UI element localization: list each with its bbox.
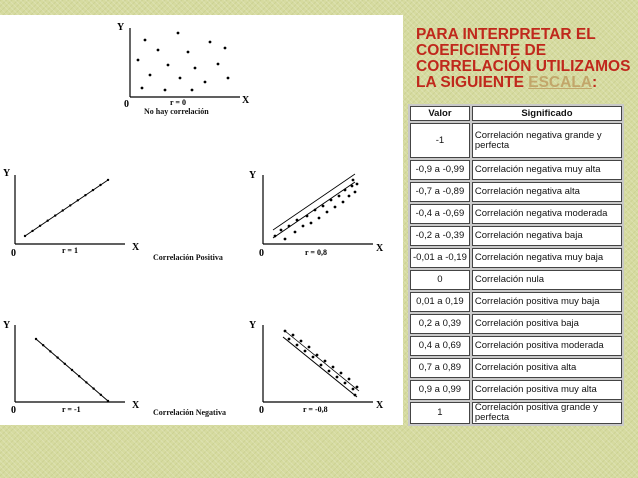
data-point	[300, 340, 303, 343]
data-point	[338, 195, 341, 198]
data-point	[316, 354, 319, 357]
data-point	[356, 386, 359, 389]
data-point	[137, 59, 140, 62]
regression-line	[283, 337, 357, 397]
data-point	[46, 220, 48, 222]
data-point	[296, 344, 299, 347]
table-row	[410, 402, 622, 424]
data-point	[292, 334, 295, 337]
data-point	[107, 400, 109, 402]
table-row	[410, 314, 622, 334]
data-point	[314, 209, 317, 212]
r-value: r = -0,8	[303, 405, 328, 414]
data-point	[352, 179, 355, 182]
data-point	[304, 350, 307, 353]
diagram-panel	[0, 15, 403, 425]
cell-significado: Correlación nula	[472, 270, 622, 290]
data-point	[296, 219, 299, 222]
cell-valor: -0,4 a -0,69	[410, 204, 470, 224]
y-axis-label: Y	[3, 168, 11, 179]
data-point	[141, 87, 144, 90]
data-point	[204, 81, 207, 84]
data-point	[302, 225, 305, 228]
cell-significado: Correlación negativa muy baja	[472, 248, 622, 268]
x-axis-label: X	[132, 400, 140, 411]
data-point	[356, 183, 359, 186]
cell-valor: 0,9 a 0,99	[410, 380, 470, 400]
data-point	[92, 189, 94, 191]
data-point	[42, 344, 44, 346]
data-point	[326, 211, 329, 214]
table-row	[410, 270, 622, 290]
x-axis-label: X	[376, 400, 384, 411]
cell-valor: -0,9 a -0,99	[410, 160, 470, 180]
r-value: r = 0	[170, 98, 186, 107]
table-header-row	[410, 106, 622, 121]
cell-valor: 0	[410, 270, 470, 290]
data-point	[69, 204, 71, 206]
cell-significado: Correlación positiva grande y perfecta	[472, 402, 622, 424]
cell-valor: -0,7 a -0,89	[410, 182, 470, 202]
data-point	[348, 195, 351, 198]
table-row	[410, 204, 622, 224]
data-point	[217, 63, 220, 66]
plot-no-correlation	[110, 20, 250, 120]
title-line-1: PARA INTERPRETAR EL	[416, 27, 596, 43]
plot-positive-perfect	[0, 160, 150, 265]
data-point	[322, 205, 325, 208]
data-point	[194, 67, 197, 70]
data-point	[344, 189, 347, 192]
data-point	[308, 346, 311, 349]
scatter-points	[137, 32, 230, 92]
page-title	[416, 27, 638, 91]
cell-valor: -1	[410, 123, 470, 158]
data-point	[354, 394, 357, 397]
data-point	[149, 74, 152, 77]
header-valor: Valor	[410, 106, 470, 121]
data-point	[310, 222, 313, 225]
cell-valor: 1	[410, 402, 470, 424]
data-point	[330, 199, 333, 202]
data-point	[191, 89, 194, 92]
plot-positive-scatter	[245, 160, 395, 265]
data-point	[39, 225, 41, 227]
cell-significado: Correlación negativa moderada	[472, 204, 622, 224]
data-point	[352, 388, 355, 391]
y-axis-label: Y	[249, 170, 257, 181]
caption-positive: Correlación Positiva	[153, 253, 223, 262]
data-point	[274, 235, 277, 238]
data-point	[280, 229, 283, 232]
r-value: r = -1	[62, 405, 81, 414]
escala-link[interactable]: ESCALA	[528, 74, 592, 91]
x-axis-label: X	[132, 242, 140, 253]
origin-label: 0	[259, 405, 264, 416]
data-point	[85, 381, 87, 383]
data-point	[187, 51, 190, 54]
title-line-2: COEFICIENTE DE	[416, 42, 547, 59]
cell-valor: 0,4 a 0,69	[410, 336, 470, 356]
cell-significado: Correlación positiva alta	[472, 358, 622, 378]
r-value: r = 1	[62, 246, 78, 255]
data-point	[100, 394, 102, 396]
data-point	[224, 47, 227, 50]
data-point	[177, 32, 180, 35]
data-point	[324, 360, 327, 363]
data-point	[179, 77, 182, 80]
title-line-3: CORRELACIÓN UTILIZAMOS	[416, 58, 631, 75]
data-point	[312, 356, 315, 359]
table-row	[410, 380, 622, 400]
table-row	[410, 358, 622, 378]
data-point	[92, 387, 94, 389]
x-axis-label: X	[242, 95, 250, 106]
data-point	[78, 375, 80, 377]
title-line-4-prefix: LA SIGUIENTE	[416, 74, 529, 91]
origin-label: 0	[124, 99, 129, 110]
scatter-points	[284, 330, 359, 397]
y-axis-label: Y	[249, 320, 257, 331]
regression-line-upper	[285, 331, 359, 391]
data-point	[294, 231, 297, 234]
table-row	[410, 123, 622, 158]
data-point	[64, 363, 66, 365]
plot-negative-perfect	[0, 315, 150, 420]
cell-valor: 0,01 a 0,19	[410, 292, 470, 312]
table-row	[410, 182, 622, 202]
cell-significado: Correlación positiva moderada	[472, 336, 622, 356]
data-point	[167, 64, 170, 67]
cell-significado: Correlación negativa muy alta	[472, 160, 622, 180]
origin-label: 0	[259, 248, 264, 259]
data-point	[284, 238, 287, 241]
data-point	[348, 378, 351, 381]
data-point	[144, 39, 147, 42]
table-row	[410, 160, 622, 180]
data-point	[332, 366, 335, 369]
data-point	[328, 370, 331, 373]
data-point	[340, 372, 343, 375]
data-point	[24, 235, 26, 237]
data-point	[107, 179, 109, 181]
data-point	[344, 382, 347, 385]
data-point	[35, 338, 37, 340]
data-point	[320, 364, 323, 367]
table-row	[410, 226, 622, 246]
header-significado: Significado	[472, 106, 622, 121]
data-point	[31, 230, 33, 232]
data-point	[351, 185, 354, 188]
table-row	[410, 248, 622, 268]
data-point	[157, 49, 160, 52]
cell-valor: -0,2 a -0,39	[410, 226, 470, 246]
cell-significado: Correlación negativa baja	[472, 226, 622, 246]
data-point	[288, 338, 291, 341]
x-axis-label: X	[376, 243, 384, 254]
origin-label: 0	[11, 248, 16, 259]
data-point	[284, 330, 287, 333]
data-point	[56, 356, 58, 358]
plot-negative-scatter	[245, 315, 395, 420]
caption-no-correlation: No hay correlación	[144, 107, 209, 116]
data-point	[71, 369, 73, 371]
data-point	[84, 194, 86, 196]
origin-label: 0	[11, 405, 16, 416]
title-suffix: :	[591, 74, 598, 91]
title-line-4	[416, 75, 638, 91]
cell-valor: 0,7 a 0,89	[410, 358, 470, 378]
cell-significado: Correlación negativa alta	[472, 182, 622, 202]
data-point	[334, 206, 337, 209]
y-axis-label: Y	[3, 320, 11, 331]
data-point	[336, 376, 339, 379]
cell-valor: -0,01 a -0,19	[410, 248, 470, 268]
table-row	[410, 292, 622, 312]
cell-valor: 0,2 a 0,39	[410, 314, 470, 334]
data-point	[164, 89, 167, 92]
data-point	[354, 191, 357, 194]
data-point	[77, 199, 79, 201]
data-point	[342, 201, 345, 204]
data-point	[306, 215, 309, 218]
cell-significado: Correlación positiva baja	[472, 314, 622, 334]
data-point	[99, 184, 101, 186]
r-value: r = 0,8	[305, 248, 327, 257]
data-point	[318, 217, 321, 220]
y-axis-label: Y	[117, 22, 125, 33]
data-point	[62, 209, 64, 211]
cell-significado: Correlación positiva muy baja	[472, 292, 622, 312]
correlation-scale-table	[408, 104, 624, 426]
data-point	[54, 214, 56, 216]
table-row	[410, 336, 622, 356]
data-point	[288, 225, 291, 228]
cell-significado: Correlación positiva muy alta	[472, 380, 622, 400]
cell-significado: Correlación negativa grande y perfecta	[472, 123, 622, 158]
data-point	[49, 350, 51, 352]
data-point	[227, 77, 230, 80]
data-point	[209, 41, 212, 44]
correlation-line	[25, 180, 108, 236]
caption-negative: Correlación Negativa	[153, 408, 226, 417]
